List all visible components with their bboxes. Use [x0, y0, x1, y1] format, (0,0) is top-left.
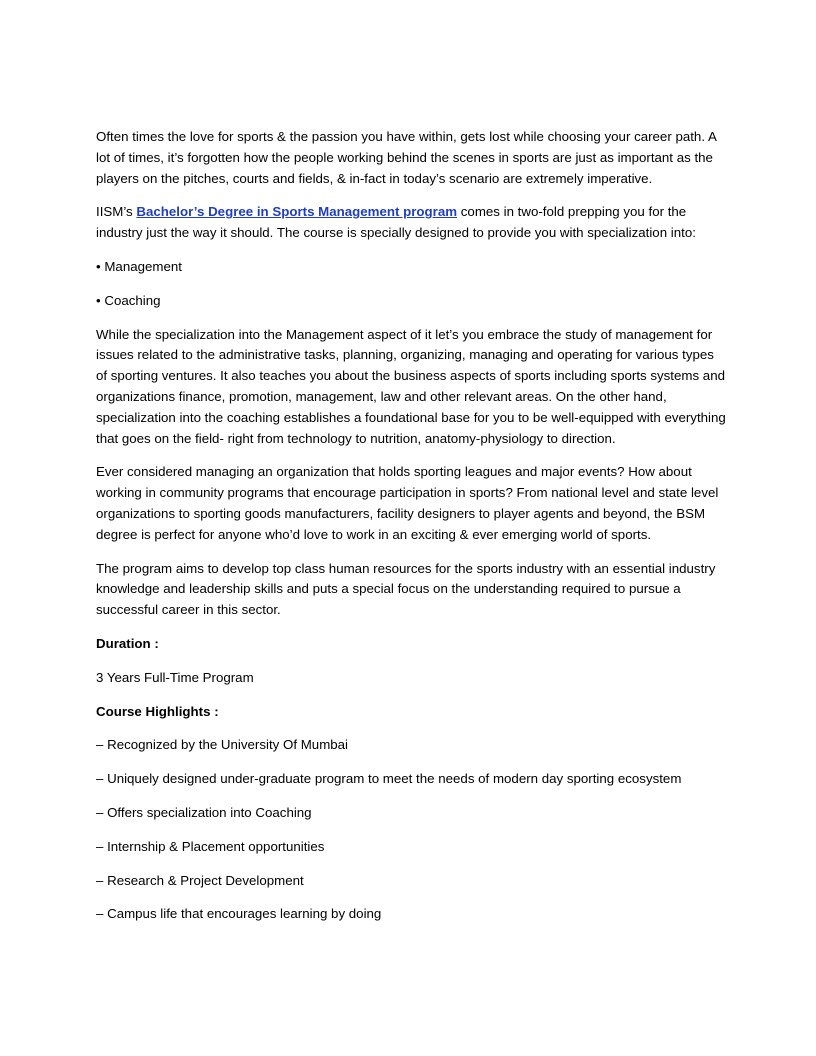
careers-paragraph: Ever considered managing an organization that holds sporting leagues and major events? How about working in community programs that encourage participation in sports? From national level and state level organizations to sporting goods manufacturers, facility designers to player agents and beyond, the BSM degree is perfect for anyone who’d love to work in an exciting & ever emerging world of sports. — [96, 464, 719, 542]
intro-paragraph: Often times the love for sports & the passion you have within, gets lost while choosing your career path. A lot of times, it’s forgotten how the people working behind the scenes in sports are just as important as the players on the pitches, courts and fields, & in-fact in today’s scenario are extremely imperative. — [96, 129, 717, 186]
specialization-item-management: • Management — [96, 258, 182, 274]
specialization-item-coaching: • Coaching — [96, 292, 161, 308]
program-prefix: IISM’s — [96, 204, 137, 220]
document-page — [96, 127, 726, 938]
program-link[interactable]: Bachelor’s Degree in Sports Management program — [136, 204, 458, 220]
duration-heading: Duration : — [96, 635, 159, 651]
management-paragraph: While the specialization into the Management aspect of it let’s you embrace the study of management for issues related to the administrative tasks, planning, organizing, managing and operating for various types of sporting ventures. It also teaches you about the business aspects of sports including sports systems and organizations finance, promotion, management, law and other relevant areas. On the other hand, specialization into the coaching establishes a foundational base for you to be well-equipped with everything that goes on the field- right from technology to nutrition, anatomy-physiology to direction. — [96, 326, 726, 446]
highlight-item: – Uniquely designed under-graduate program to meet the needs of modern day sporting ecosystem — [96, 771, 682, 787]
highlight-item: – Campus life that encourages learning by doing — [96, 906, 382, 922]
highlight-item: – Research & Project Development — [96, 872, 304, 888]
program-aims-paragraph: The program aims to develop top class human resources for the sports industry with an essential industry knowledge and leadership skills and puts a special focus on the understanding required to pursue a successful career in this sector. — [96, 560, 716, 618]
program-suffix: comes in two-fold prepping you for the industry just the way it should. The course is specially designed to provide you with specialization into: — [96, 204, 696, 241]
highlight-item: – Recognized by the University Of Mumbai — [96, 737, 349, 753]
highlights-heading: Course Highlights : — [96, 703, 219, 719]
program-paragraph — [96, 202, 726, 244]
highlight-item: – Internship & Placement opportunities — [96, 838, 325, 854]
duration-value: 3 Years Full-Time Program — [96, 669, 254, 685]
highlight-item: – Offers specialization into Coaching — [96, 804, 312, 820]
